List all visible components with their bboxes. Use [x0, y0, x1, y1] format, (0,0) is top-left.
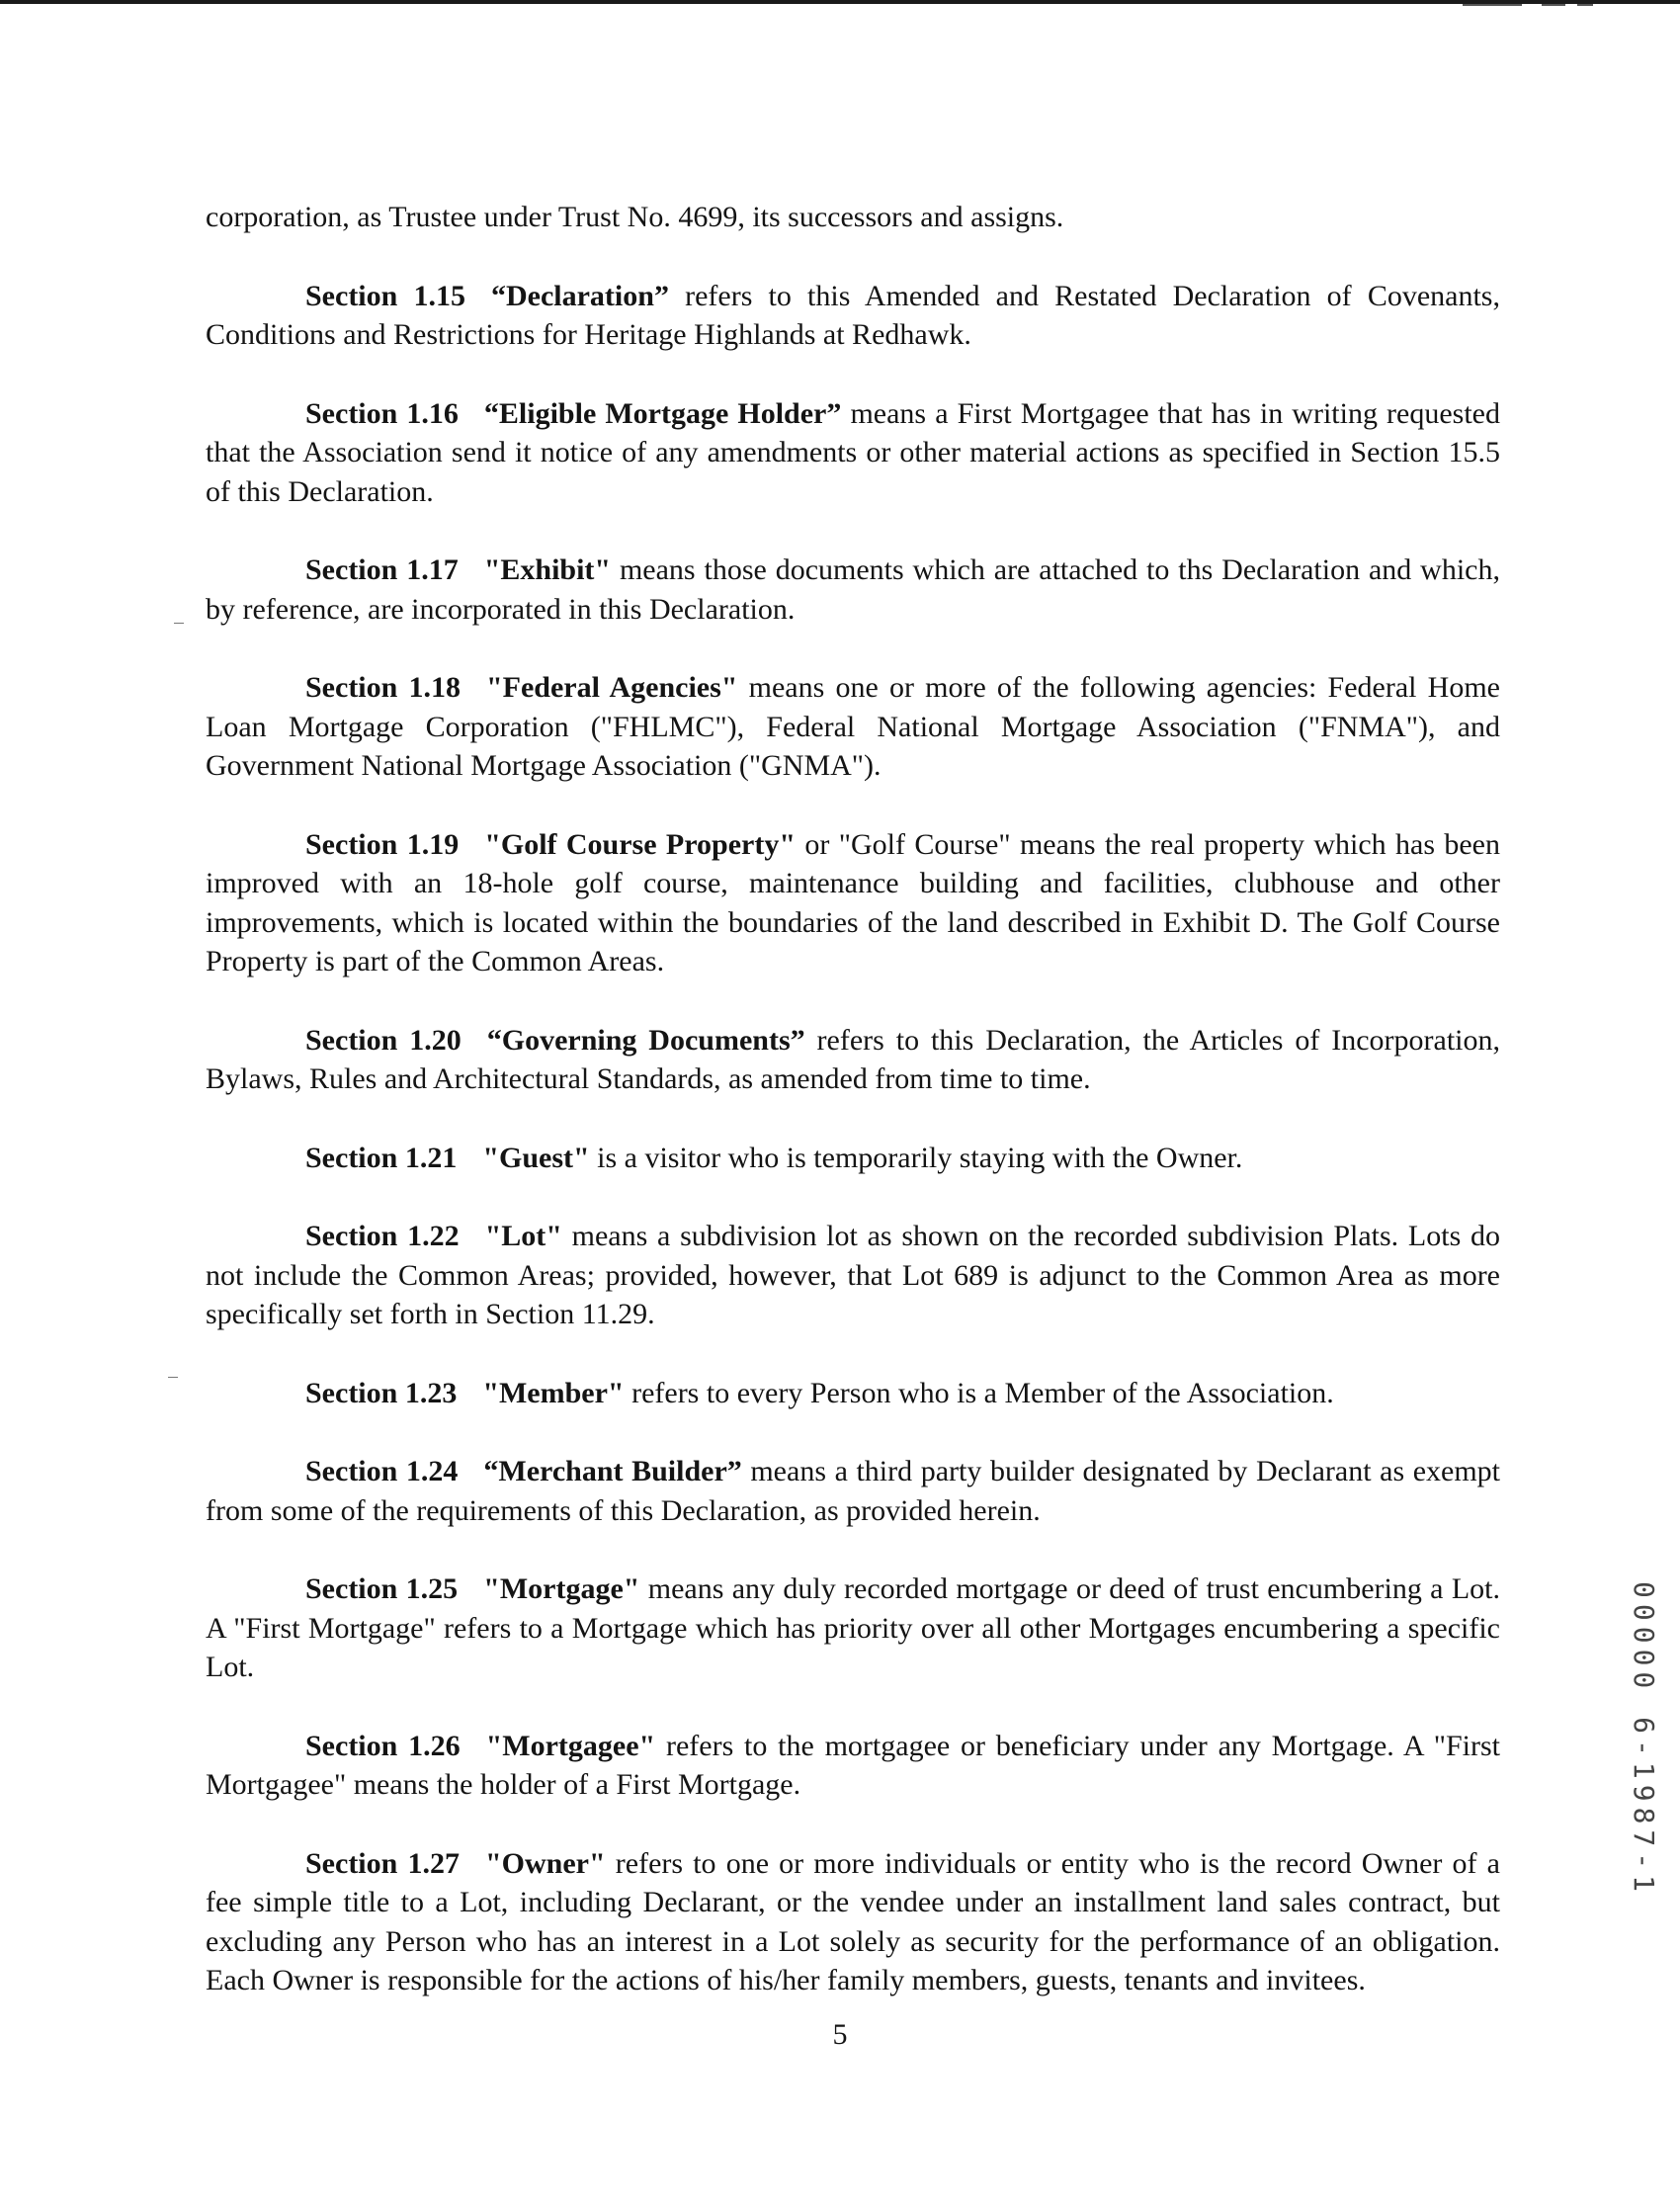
- definition-text: or "Golf Course" means the real property which has been improved with an 18-hole golf course, maintenance building and facilities, clubhouse and other improvements, which is located within the boundaries of the land described in Exhibit D. The Golf Course Property is part of the Common Areas.: [206, 827, 1500, 977]
- recording-stamp-text: 00000 6-1987-1: [1628, 1581, 1660, 1899]
- section-number: Section 1.20: [305, 1023, 462, 1057]
- section-number: Section 1.25: [305, 1572, 459, 1605]
- definition-text: means those documents which are attached to ths Declaration and which, by reference, are incorporated in this Declaration.: [206, 553, 1500, 626]
- section-number: Section 1.19: [305, 827, 460, 861]
- section-1-20: [206, 1021, 1500, 1099]
- scan-artifact: [168, 1377, 178, 1378]
- defined-term: “Declaration”: [490, 279, 669, 312]
- defined-term: "Mortgagee": [485, 1729, 656, 1762]
- section-1-18: [206, 668, 1500, 786]
- section-1-22: [206, 1217, 1500, 1334]
- definition-text: means a third party builder designated by Declarant as exempt from some of the requirements of this Declaration, as provided herein.: [206, 1455, 1501, 1527]
- section-1-21: [206, 1139, 1500, 1178]
- defined-term: "Mortgage": [483, 1572, 640, 1605]
- defined-term: “Governing Documents”: [486, 1023, 805, 1057]
- section-number: Section 1.15: [305, 279, 465, 312]
- opening-line: corporation, as Trustee under Trust No. 4699, its successors and assigns.: [206, 201, 1064, 233]
- scan-artifact: [1463, 4, 1522, 6]
- section-number: Section 1.26: [305, 1729, 461, 1762]
- definition-text: refers to the mortgagee or beneficiary under any Mortgage. A "First Mortgagee" means the holder of a First Mortgage.: [206, 1729, 1500, 1801]
- definition-text: means a First Mortgagee that has in writing requested that the Association send it notice of any amendments or other material actions as specified in Section 15.5 of this Declaration.: [206, 396, 1500, 508]
- defined-term: "Owner": [484, 1846, 606, 1880]
- definition-text: means a subdivision lot as shown on the recorded subdivision Plats. Lots do not include the Common Areas; provided, however, that Lot 689 is adjunct to the Common Area as more specifically set forth in Section 11.29.: [206, 1220, 1501, 1330]
- scan-artifact: [1577, 4, 1593, 6]
- section-1-17: [206, 551, 1500, 629]
- definition-text: is a visitor who is temporarily staying with the Owner.: [589, 1141, 1243, 1174]
- defined-term: "Federal Agencies": [486, 671, 738, 704]
- defined-term: "Golf Course Property": [484, 827, 796, 861]
- section-number: Section 1.24: [305, 1455, 459, 1487]
- section-1-23: [206, 1374, 1500, 1413]
- defined-term: "Member": [482, 1376, 625, 1409]
- section-1-27: [206, 1844, 1500, 2000]
- definition-text: refers to one or more individuals or entity who is the record Owner of a fee simple title to a Lot, including Declarant, or the vendee under an installment land sales contract, but excluding any Person who has an interest in a Lot solely as security for the performance of an obligation. Each Owner is responsible for the actions of his/her family members, guests, tenants and invitees.: [206, 1846, 1501, 1996]
- section-number: Section 1.17: [305, 553, 459, 586]
- section-1-19: [206, 825, 1500, 981]
- defined-term: “Eligible Mortgage Holder”: [483, 396, 842, 430]
- definition-text: refers to every Person who is a Member of the Association.: [624, 1376, 1334, 1409]
- defined-term: “Merchant Builder”: [483, 1455, 742, 1487]
- scan-artifact: [1542, 4, 1565, 6]
- section-number: Section 1.23: [305, 1376, 458, 1409]
- page-number: 5: [832, 2018, 848, 2051]
- section-number: Section 1.27: [305, 1846, 460, 1880]
- document-body: [206, 198, 1500, 2040]
- section-number: Section 1.22: [305, 1220, 460, 1252]
- definition-text: means one or more of the following agencies: Federal Home Loan Mortgage Corporation ("FHLMC"), Federal National Mortgage Association ("FNMA"), and Government National Mortgage Association ("GNMA").: [206, 671, 1501, 782]
- definition-text: means any duly recorded mortgage or deed of trust encumbering a Lot. A "First Mortgage" refers to a Mortgage which has priority over all other Mortgages encumbering a specific Lot.: [206, 1572, 1500, 1683]
- section-number: Section 1.21: [305, 1141, 458, 1174]
- scan-artifact: [174, 623, 184, 624]
- section-1-25: [206, 1570, 1500, 1687]
- defined-term: "Lot": [484, 1220, 562, 1252]
- section-1-26: [206, 1727, 1500, 1805]
- section-number: Section 1.18: [305, 671, 462, 704]
- recording-stamp: [1621, 1581, 1680, 1899]
- defined-term: "Exhibit": [483, 553, 612, 586]
- defined-term: "Guest": [482, 1141, 590, 1174]
- section-1-24: [206, 1452, 1500, 1530]
- definition-text: refers to this Amended and Restated Declaration of Covenants, Conditions and Restrictions for Heritage Highlands at Redhawk.: [206, 279, 1500, 351]
- section-1-15: [206, 277, 1500, 355]
- section-number: Section 1.16: [305, 396, 459, 430]
- scan-top-edge: [0, 0, 1680, 4]
- section-1-16: [206, 394, 1500, 512]
- definition-text: refers to this Declaration, the Articles of Incorporation, Bylaws, Rules and Architectural Standards, as amended from time to time.: [206, 1023, 1500, 1095]
